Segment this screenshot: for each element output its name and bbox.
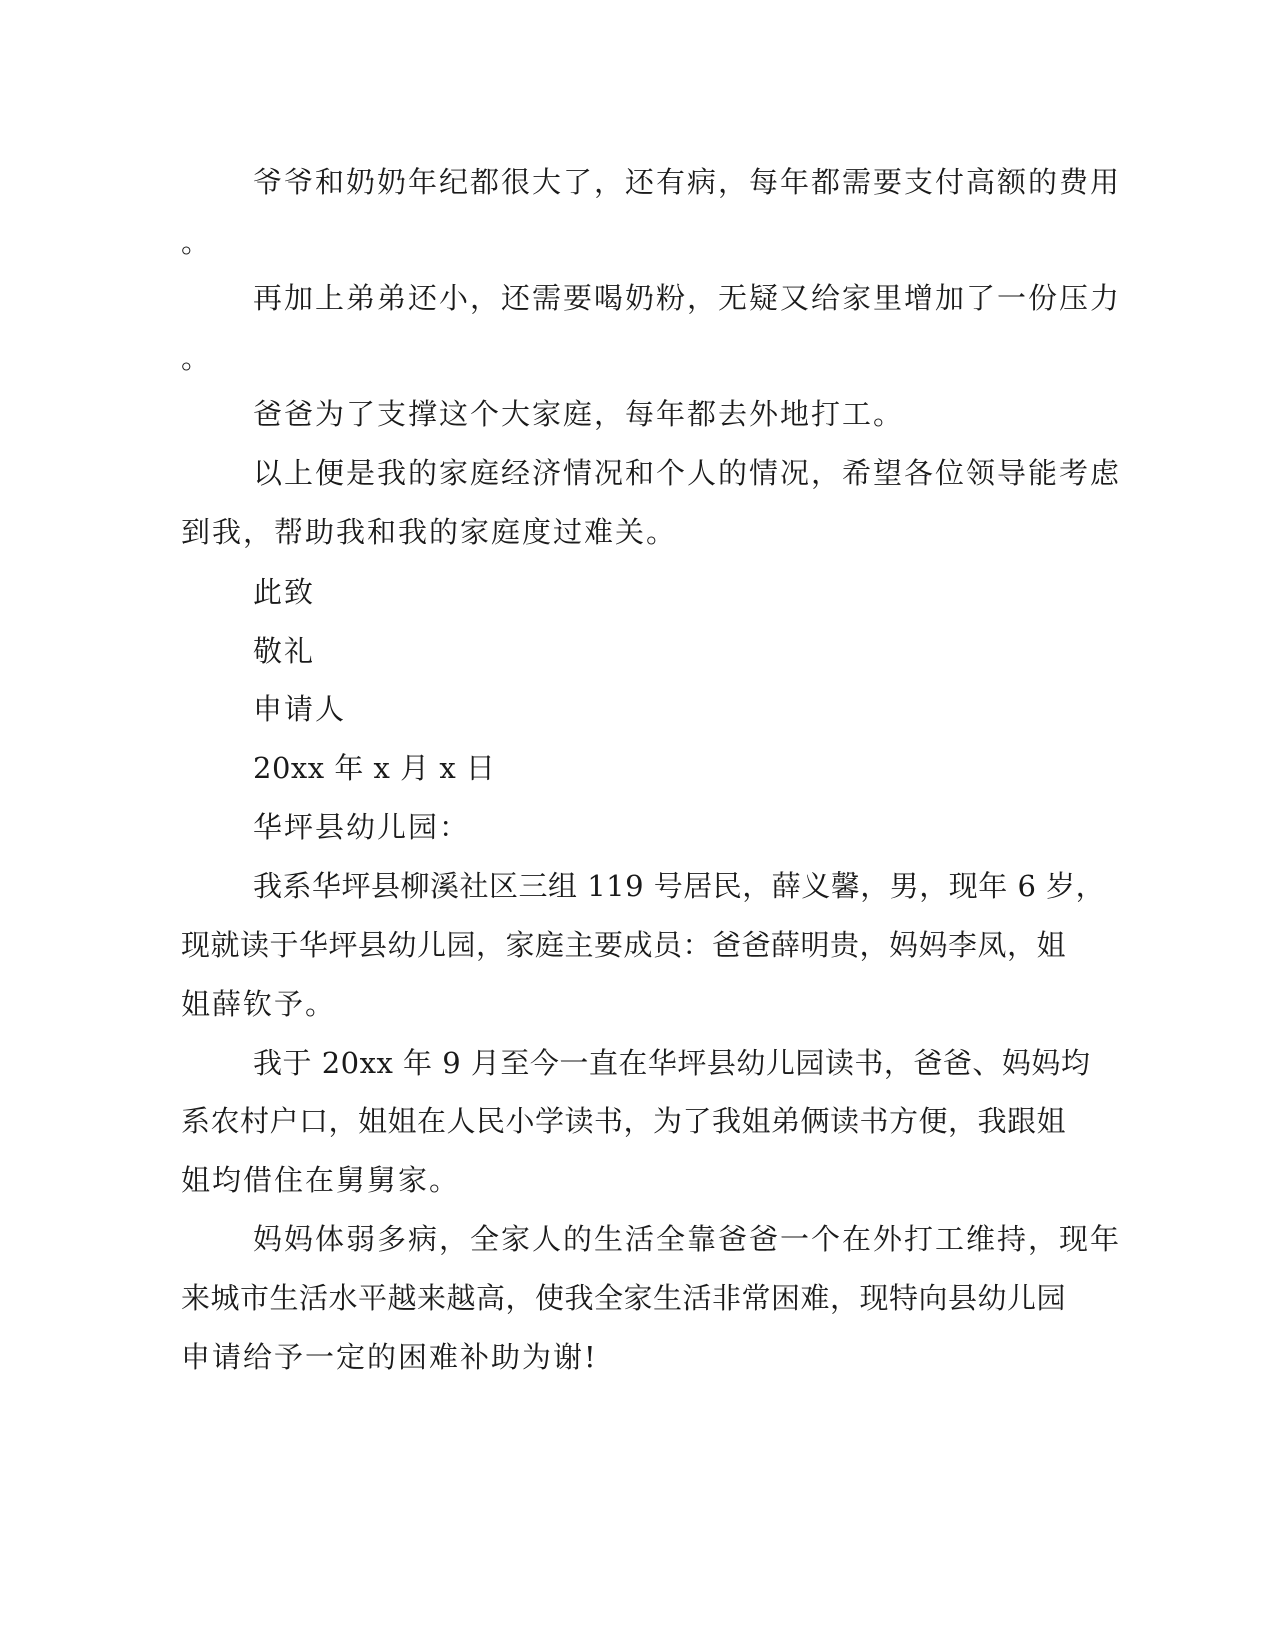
- paragraph-line: 我系华坪县柳溪社区三组 119 号居民，薛义馨，男，现年 6 岁，: [253, 869, 1106, 903]
- recipient-heading: 华坪县幼儿园：: [253, 810, 471, 844]
- paragraph-line: 申请给予一定的困难补助为谢!: [181, 1340, 598, 1374]
- paragraph-line: 姐均借住在舅舅家。: [181, 1163, 461, 1197]
- paragraph-line: 爷爷和奶奶年纪都很大了，还有病，每年都需要支付高额的费用: [253, 165, 1122, 199]
- closing-salutation: 此致: [253, 575, 316, 609]
- paragraph-line: 系农村户口，姐姐在人民小学读书，为了我姐弟俩读书方便，我跟姐: [181, 1104, 1067, 1138]
- paragraph-line: 姐薛钦予。: [181, 987, 337, 1021]
- paragraph-line: 再加上弟弟还小，还需要喝奶粉，无疑又给家里增加了一份压力: [253, 281, 1122, 315]
- paragraph-line: 到我，帮助我和我的家庭度过难关。: [181, 515, 678, 549]
- paragraph-line: 现就读于华坪县幼儿园，家庭主要成员：爸爸薛明贵，妈妈李凤，姐: [181, 928, 1067, 962]
- closing-regards: 敬礼: [253, 634, 316, 668]
- date-line: 20xx 年 x 月 x 日: [253, 751, 496, 785]
- paragraph-line: 妈妈体弱多病，全家人的生活全靠爸爸一个在外打工维持，现年: [253, 1222, 1122, 1256]
- paragraph-line: 。: [181, 341, 213, 375]
- paragraph-line: 爸爸为了支撑这个大家庭，每年都去外地打工。: [253, 397, 905, 431]
- paragraph-line: 以上便是我的家庭经济情况和个人的情况，希望各位领导能考虑: [253, 456, 1122, 490]
- paragraph-line: 。: [181, 225, 213, 259]
- applicant-label: 申请人: [253, 692, 347, 726]
- paragraph-line: 我于 20xx 年 9 月至今一直在华坪县幼儿园读书，爸爸、妈妈均: [253, 1046, 1091, 1080]
- paragraph-line: 来城市生活水平越来越高，使我全家生活非常困难，现特向县幼儿园: [181, 1281, 1067, 1315]
